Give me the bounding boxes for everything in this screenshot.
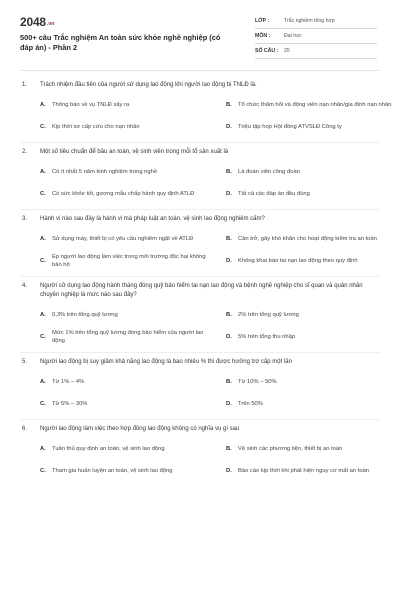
logo-suffix: .vn bbox=[46, 21, 55, 27]
option-b[interactable] bbox=[226, 94, 396, 116]
question-item bbox=[20, 210, 380, 277]
option-letter: B. bbox=[226, 445, 232, 452]
option-letter: A. bbox=[40, 235, 46, 242]
question-number: 4. bbox=[22, 283, 28, 289]
option-text: Báo cáo kịp thời khi phát hiện nguy cơ mất an toàn bbox=[238, 467, 370, 474]
option-text: Triệu tập họp Hội đồng ATVSLĐ Công ty bbox=[238, 123, 342, 130]
meta-row-class bbox=[255, 14, 377, 29]
option-letter: C. bbox=[40, 190, 46, 197]
question-item bbox=[20, 353, 380, 420]
option-text: 0,3% trên tổng quỹ lương bbox=[52, 311, 118, 318]
option-c[interactable] bbox=[40, 116, 210, 138]
question-text bbox=[20, 143, 380, 157]
option-letter: A. bbox=[40, 168, 46, 175]
option-letter: B. bbox=[226, 235, 232, 242]
option-a[interactable] bbox=[40, 94, 210, 116]
question-text bbox=[20, 420, 380, 434]
option-text: Tuân thủ quy định an toàn, vệ sinh lao động bbox=[52, 445, 165, 452]
option-text: Từ 10% – 50% bbox=[238, 378, 277, 385]
question-number: 5. bbox=[22, 359, 28, 365]
logo-number: 2048 bbox=[20, 15, 46, 29]
option-letter: B. bbox=[226, 168, 232, 175]
option-text: Kịp thời sơ cấp cứu cho nạn nhân bbox=[52, 123, 140, 130]
question-body: Người lao động bị suy giảm khả năng lao động là bao nhiêu % thì được hưởng trợ cấp một lần bbox=[40, 359, 292, 365]
option-text: Là đoàn viên công đoàn bbox=[238, 168, 300, 175]
option-text: Có sức khỏe tốt, gương mẫu chấp hành quy định ATLĐ bbox=[52, 190, 195, 197]
option-text: Không khai báo tai nạn lao động theo quy định bbox=[238, 257, 358, 264]
option-a[interactable] bbox=[40, 228, 210, 250]
option-a[interactable] bbox=[40, 304, 210, 326]
question-body: Hành vi nào sau đây là hành vi mà pháp luật an toàn, vệ sinh lao động nghiêm cấm? bbox=[40, 216, 265, 222]
option-d[interactable] bbox=[226, 116, 396, 138]
option-b[interactable] bbox=[226, 161, 396, 183]
header-divider bbox=[20, 70, 380, 71]
option-b[interactable] bbox=[226, 304, 396, 326]
question-body: Người sử dụng lao động hành tháng đóng quỹ bảo hiểm tai nạn lao động và bệnh nghề nghiệp cho sĩ quan và quân nhân chuyên nghiệp là mức nào sau đây? bbox=[40, 283, 363, 298]
meta-label: MÔN : bbox=[255, 33, 271, 39]
option-text: Tổ chức thăm hỏi và động viên nạn nhân/gia đình nạn nhân bbox=[238, 101, 392, 108]
question-text bbox=[20, 210, 380, 224]
option-letter: D. bbox=[226, 400, 232, 407]
option-text: Mức 1% trên tổng quỹ lương đóng bảo hiểm của người lao động bbox=[52, 329, 204, 344]
site-logo[interactable] bbox=[20, 15, 54, 29]
option-letter: D. bbox=[226, 467, 232, 474]
option-letter: C. bbox=[40, 123, 46, 130]
option-text: 5% trên tổng thu nhập bbox=[238, 333, 296, 340]
meta-label: LỚP : bbox=[255, 18, 270, 24]
option-letter: D. bbox=[226, 123, 232, 130]
option-b[interactable] bbox=[226, 371, 396, 393]
meta-value: 25 bbox=[284, 48, 290, 54]
option-grid bbox=[20, 438, 380, 482]
question-number: 2. bbox=[22, 149, 28, 155]
option-grid bbox=[20, 94, 392, 138]
option-c[interactable] bbox=[40, 250, 210, 272]
option-d[interactable] bbox=[226, 460, 396, 482]
question-body: Người lao động làm việc theo hợp đồng lao động không có nghĩa vụ gì sau bbox=[40, 426, 240, 432]
meta-value: Đại học bbox=[284, 33, 302, 39]
meta-value: Trắc nghiệm tổng hợp bbox=[284, 18, 335, 24]
option-grid bbox=[20, 371, 380, 415]
option-letter: D. bbox=[226, 190, 232, 197]
option-letter: B. bbox=[226, 101, 232, 108]
document-title: 500+ câu Trắc nghiệm An toàn sức khỏe nghề nghiệp (có đáp án) - Phần 2 bbox=[20, 33, 221, 52]
option-grid bbox=[20, 228, 380, 272]
question-item bbox=[20, 76, 392, 143]
option-b[interactable] bbox=[226, 438, 396, 460]
meta-row-count bbox=[255, 44, 377, 59]
question-item bbox=[20, 420, 380, 482]
option-d[interactable] bbox=[226, 183, 396, 205]
option-text: Thông báo về vụ TNLĐ xảy ra bbox=[52, 101, 130, 108]
question-text bbox=[20, 277, 380, 300]
question-item bbox=[20, 277, 380, 353]
option-letter: A. bbox=[40, 311, 46, 318]
option-letter: C. bbox=[40, 400, 46, 407]
option-letter: C. bbox=[40, 333, 46, 340]
option-letter: A. bbox=[40, 378, 46, 385]
document-meta bbox=[255, 14, 377, 59]
option-d[interactable] bbox=[226, 393, 396, 415]
option-d[interactable] bbox=[226, 326, 396, 348]
option-grid bbox=[20, 161, 380, 205]
question-body: Một số tiêu chuẩn để bầu an toàn, vệ sinh viên trong mỗi tổ sản xuất là bbox=[40, 149, 229, 155]
question-item bbox=[20, 143, 380, 210]
option-text: Vệ sinh các phương tiện, thiết bị an toàn bbox=[238, 445, 343, 452]
option-text: Có ít nhất 5 năm kinh nghiệm trong nghề bbox=[52, 168, 158, 175]
option-letter: A. bbox=[40, 445, 46, 452]
question-number: 6. bbox=[22, 426, 28, 432]
option-text: Từ 5% – 30% bbox=[52, 400, 88, 407]
option-text: Sử dụng máy, thiết bị có yêu cầu nghiêm ngặt về ATLĐ bbox=[52, 235, 194, 242]
option-b[interactable] bbox=[226, 228, 396, 250]
option-c[interactable] bbox=[40, 326, 210, 348]
question-number: 1. bbox=[22, 82, 28, 88]
option-c[interactable] bbox=[40, 183, 210, 205]
option-c[interactable] bbox=[40, 460, 210, 482]
meta-row-subject bbox=[255, 29, 377, 44]
option-letter: B. bbox=[226, 311, 232, 318]
option-grid bbox=[20, 304, 380, 348]
option-a[interactable] bbox=[40, 438, 210, 460]
option-text: Trên 50% bbox=[238, 400, 263, 407]
option-a[interactable] bbox=[40, 371, 210, 393]
option-letter: A. bbox=[40, 101, 46, 108]
question-text bbox=[20, 76, 380, 90]
option-d[interactable] bbox=[226, 250, 396, 272]
document-header bbox=[0, 0, 400, 70]
question-body: Trách nhiệm đầu tiên của người sử dụng lao động khi người lao động bị TNLĐ là. bbox=[40, 82, 257, 88]
option-text: 2% trên tổng quỹ lương bbox=[238, 311, 299, 318]
option-letter: D. bbox=[226, 257, 232, 264]
option-text: Ép người lao động làm việc trong môi trường độc hại không bảo hộ bbox=[52, 253, 206, 268]
option-letter: C. bbox=[40, 467, 46, 474]
option-letter: D. bbox=[226, 333, 232, 340]
meta-label: SỐ CÂU : bbox=[255, 48, 279, 54]
question-list bbox=[20, 76, 392, 482]
option-text: Tham gia huấn luyện an toàn, vệ sinh lao động bbox=[52, 467, 173, 474]
option-c[interactable] bbox=[40, 393, 210, 415]
question-number: 3. bbox=[22, 216, 28, 222]
option-text: Từ 1% – 4% bbox=[52, 378, 85, 385]
option-letter: C. bbox=[40, 257, 46, 264]
question-text bbox=[20, 353, 380, 367]
option-text: Tất cả các đáp án đều đúng bbox=[238, 190, 310, 197]
option-a[interactable] bbox=[40, 161, 210, 183]
option-letter: B. bbox=[226, 378, 232, 385]
option-text: Cản trở, gây khó khăn cho hoạt động kiểm tra an toàn bbox=[238, 235, 377, 242]
